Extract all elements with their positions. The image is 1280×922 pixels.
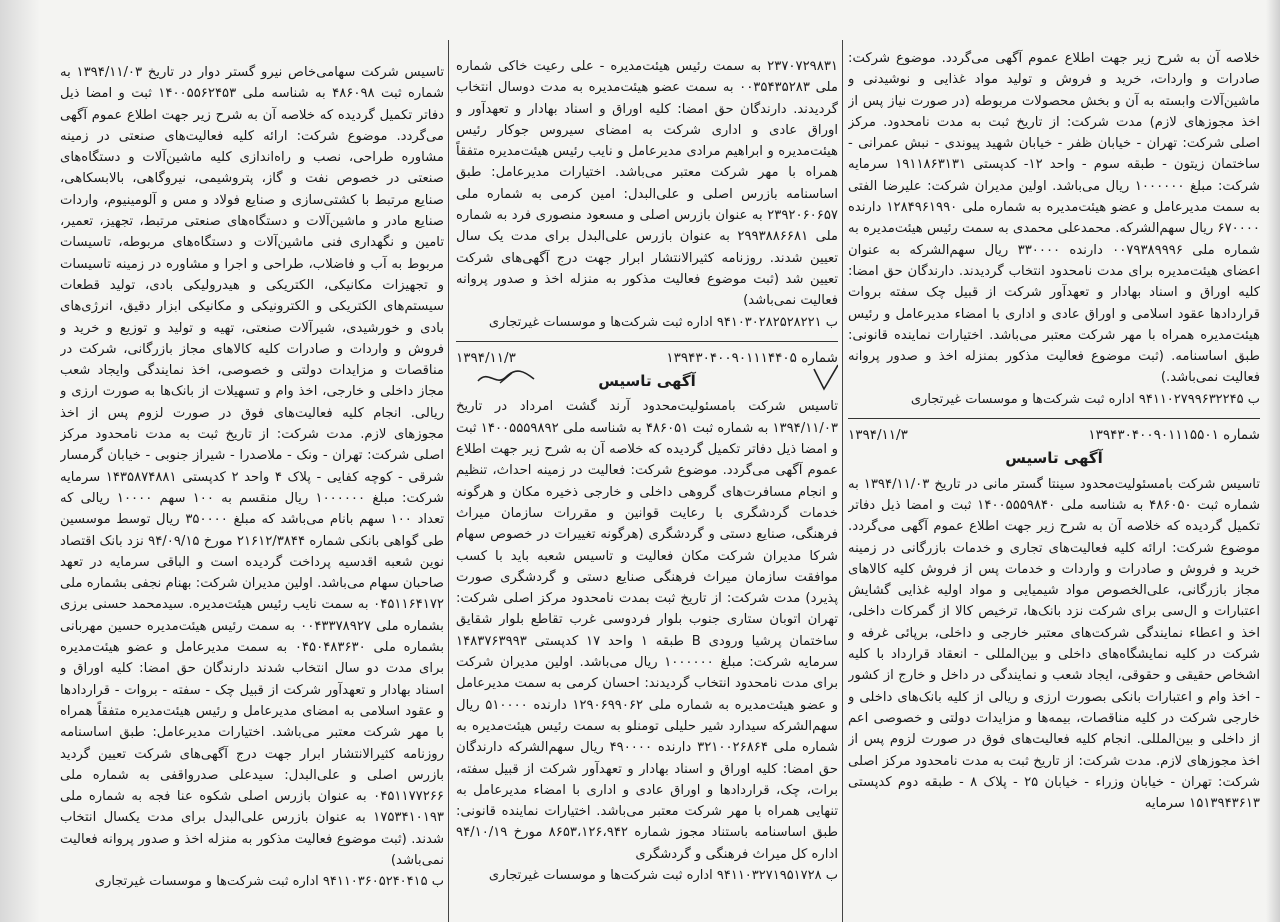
scan-shadow-right bbox=[1266, 0, 1280, 922]
notice-title: آگهی تاسیس bbox=[598, 372, 696, 391]
scan-shadow-left bbox=[0, 0, 40, 922]
notice-separator bbox=[848, 418, 1260, 419]
notice-separator bbox=[456, 341, 838, 342]
column-right bbox=[848, 48, 1260, 922]
notice-header bbox=[848, 425, 1260, 446]
notice-date: ۱۳۹۴/۱۱/۳ bbox=[456, 349, 516, 366]
notice-text: ۲۳۷۰۷۲۹۸۳۱ به سمت رئیس هیئت‌مدیره - علی رعیت خاکی شماره ملی ۰۰۳۵۴۳۵۲۸۳ به سمت عضو هیئت‌مدیره به مدت دوسال انتخاب گردیدند. دارندگان حق امضا: کلیه اوراق و اسناد بهادار و تعهدآور و اوراق عادی و اداری شرکت به امضای سیروس جوکار رئیس هیئت‌مدیره و ابراهیم مرادی مدیرعامل و نایب رئیس هیئت‌مدیره متفقاً همراه با مهر شرکت معتبر می‌باشد. اختیارات مدیرعامل: طبق اساسنامه بازرس اصلی و علی‌البدل: امین کرمی به شماره ملی ۲۳۹۲۰۶۰۶۵۷ به عنوان بازرس اصلی و مسعود منصوری فرد به شماره ملی ۲۹۹۳۸۸۶۶۸۱ به عنوان بازرس علی‌البدل برای مدت یک سال تعیین شدند. روزنامه کثیرالانتشار ابرار جهت درج آگهی‌های شرکت تعیین شد (ثبت موضوع فعالیت مذکور به منزله اخذ و صدور پروانه فعالیت نمی‌باشد) bbox=[456, 59, 838, 309]
notice-number: شماره ۱۳۹۴۳۰۴۰۰۹۰۱۱۱۴۴۰۵ bbox=[666, 349, 838, 366]
notice-footer: ب ۹۴۱۱۰۳۲۷۱۹۵۱۷۲۸ اداره ثبت شرکت‌ها و موسسات غیرتجاری bbox=[488, 867, 838, 883]
notice-text: تاسیس شرکت بامسئولیت‌محدود آرند گشت امرداد در تاریخ ۱۳۹۴/۱۱/۰۳ به شماره ثبت ۴۸۶۰۵۱ به شناسه ملی ۱۴۰۰۵۵۵۹۸۹۲ ثبت و امضا ذیل دفاتر تکمیل گردیده که خلاصه آن به شرح زیر جهت اطلاع عموم آگهی می‌گردد. موضوع شرکت: فعالیت در زمینه احداث، تنظیم و انجام مسافرت‌های گروهی داخلی و خارجی ذخیره مکان و هرگونه خدمات گردشگری با رعایت قوانین و مقررات سازمان میراث فرهنگی، صنایع دستی و گردشگری (هرگونه تغییرات در خصوص سهام شرکا مدیران شرکت مکان فعالیت و تاسیس شعبه باید با کسب موافقت سازمان میراث فرهنگی صنایع دستی و گردشگری صورت پذیرد) مدت شرکت: از تاریخ ثبت بمدت نامحدود مرکز اصلی شرکت: تهران اتوبان ستاری جنوب بلوار فردوسی غرب تقاطع بلوار شقایق ساختمان پرشیا ورودی B طبقه ۱ واحد ۱۷ کدپستی ۱۴۸۳۷۶۳۹۹۳ سرمایه شرکت: مبلغ ۱۰۰۰۰۰۰ ریال می‌باشد. اولین مدیران شرکت برای مدت نامحدود انتخاب گردیدند: احسان کرمی به سمت مدیرعامل و عضو هیئت‌مدیره به شماره ملی ۱۲۹۰۶۹۹۰۶۲ دارنده ۵۱۰۰۰۰ ریال سهم‌الشرکه سیدارد شیر حلیلی تومنلو به سمت رئیس هیئت‌مدیره به شماره ملی ۳۲۱۰۰۲۶۸۶۴ دارنده ۴۹۰۰۰۰ ریال سهم‌الشرکه دارندگان حق امضا: کلیه اوراق و اسناد بهادار و تعهدآور شرکت از قبیل سفته، برات، چک، قراردادها و اوراق عادی و اداری با امضاء مدیرعامل به تنهایی همراه با مهر شرکت معتبر می‌باشد. اختیارات نماینده قانونی: طبق اساسنامه باستناد مجوز شماره ۸۶۵۳،۱۲۶،۹۴۲ مورخ ۹۴/۱۰/۱۹ اداره کل میراث فرهنگی و گردشگری bbox=[456, 399, 838, 862]
notice-footer: ب ۹۴۱۱۰۳۶۰۵۲۴۰۴۱۵ اداره ثبت شرکت‌ها و موسسات غیرتجاری bbox=[94, 874, 444, 890]
notice-text: تاسیس شرکت بامسئولیت‌محدود سینتا گستر مانی در تاریخ ۱۳۹۴/۱۱/۰۳ به شماره ثبت ۴۸۶۰۵۰ به شناسه ملی ۱۴۰۰۵۵۵۹۸۴۰ ثبت و امضا ذیل دفاتر تکمیل گردیده که خلاصه آن به شرح زیر جهت اطلاع عموم آگهی می‌گردد. موضوع شرکت: ارائه کلیه فعالیت‌های تجاری و خدمات بازرگانی در زمینه خرید و فروش و صادرات و واردات و خدمات پس از فروش کلیه کالاهای مجاز بازرگانی، علی‌الخصوص مواد شیمیایی و مواد اولیه غذایی گشایش اعتبارات و ال‌سی برای شرکت نزد بانک‌ها، ترخیص کالا از گمرکات داخلی، اخذ و اعطاء نمایندگی شرکت‌های معتبر خارجی و داخلی، برپائی غرفه و شرکت در کلیه نمایشگاه‌های داخلی و بین‌المللی - انعقاد قرارداد با کلیه اشخاص حقیقی و حقوقی، ایجاد شعب و نمایندگی در داخل و خارج از کشور - اخذ وام و اعتبارات بانکی بصورت ارزی و ریالی از کلیه بانک‌های داخلی و خارجی شرکت در کلیه مناقصات، بیمه‌ها و مزایدات دولتی و خصوصی اعم از داخلی و بین‌المللی. انجام کلیه فعالیت‌های فوق در صورت لزوم پس از اخذ مجوزهای لازم. مدت شرکت: از تاریخ ثبت به مدت نامحدود مرکز اصلی شرکت: تهران - خیابان وزراء - خیابان ۲۵ - پلاک ۸ - طبقه دوم کدپستی ۱۵۱۳۹۴۳۶۱۳ سرمایه bbox=[848, 476, 1260, 812]
notice-date: ۱۳۹۴/۱۱/۳ bbox=[848, 427, 908, 444]
notice-number: شماره ۱۳۹۴۳۰۴۰۰۹۰۱۱۱۵۵۰۱ bbox=[1088, 427, 1260, 444]
handwritten-signature-icon bbox=[476, 365, 536, 391]
notice-footer: ب ۹۴۱۱۰۲۷۹۹۶۳۲۲۴۵ اداره ثبت شرکت‌ها و موسسات غیرتجاری bbox=[910, 391, 1260, 407]
notice-title: آگهی تاسیس bbox=[1005, 449, 1103, 468]
column-divider bbox=[448, 40, 449, 922]
column-divider bbox=[842, 40, 843, 922]
notice-text: تاسیس شرکت سهامی‌خاص نیرو گستر دوار در تاریخ ۱۳۹۴/۱۱/۰۳ به شماره ثبت ۴۸۶۰۹۸ به شناسه ملی ۱۴۰۰۵۵۶۲۴۵۳ ثبت و امضا ذیل دفاتر تکمیل گردیده که خلاصه آن به شرح زیر جهت اطلاع عموم آگهی می‌گردد. موضوع شرکت: ارائه کلیه فعالیت‌های صنعتی در زمینه مشاوره طراحی، نصب و راه‌اندازی کلیه ماشین‌آلات و دستگاه‌های صنعتی در خصوص نفت و گاز، پتروشیمی، نیروگاهی، بالابسکاهی، صنایع مرتبط با کشتی‌سازی و صنایع فولاد و مس و آلومینیوم، واردات صنایع مادر و ماشین‌آلات و دستگاه‌های صنعتی مرتبط، تجهیز، تعمیر، تامین و نگهداری فنی ماشین‌آلات و دستگاه‌های مربوطه، تاسیسات مربوط به آب و فاضلاب، طراحی و اجرا و مشاوره در زمینه تاسیسات و تجهیزات مکانیکی، الکتریکی و هیدرولیکی بادی، تولید قطعات سیستم‌های الکتریکی و الکترونیکی و مکانیکی ابزار دقیق، انرژی‌های بادی و خورشیدی، شیرآلات صنعتی، تهیه و تولید و توزیع و خرید و فروش و واردات و صادرات کلیه کالاهای مجاز بازرگانی، شرکت در مناقصات و مزایدات دولتی و خصوصی، اخذ نمایندگی وایجاد شعب مجاز داخلی و خارجی، اخذ وام و تسهیلات از بانک‌ها به صورت ارزی و ریالی. انجام کلیه فعالیت‌های فوق در صورت لزوم پس از اخذ مجوزهای لازم. مدت شرکت: از تاریخ ثبت به مدت نامحدود مرکز اصلی شرکت: تهران - ونک - ملاصدرا - شیراز جنوبی - خیابان گرمسار شرقی - کوچه کفایی - پلاک ۴ واحد ۲ کدپستی ۱۴۳۵۸۷۴۸۸۱ سرمایه شرکت: مبلغ ۱۰۰۰۰۰۰ ریال منقسم به ۱۰۰ سهم ۱۰۰۰۰ ریالی که تعداد ۱۰۰ سهم بانام می‌باشد که مبلغ ۳۵۰۰۰۰ ریال توسط موسسین طی گواهی بانکی شماره ۲۱۶۱۲/۳۸۴۴ مورخ ۹۴/۰۹/۱۵ نزد بانک اقتصاد نوین شعبه اقدسیه پرداخت گردیده است و الباقی سرمایه در تعهد صاحبان سهام می‌باشد. اولین مدیران شرکت: بهنام نجفی بشماره ملی ۰۴۵۱۱۶۴۱۷۲ به سمت نایب رئیس هیئت‌مدیره. سیدمحمد حسنی برزی بشماره ملی ۰۰۴۳۳۷۸۹۲۷ به سمت رئیس هیئت‌مدیره حسین مهربانی بشماره ملی ۰۴۵۰۴۸۳۶۳۰ به سمت مدیرعامل و عضو هیئت‌مدیره برای مدت دو سال انتخاب شدند دارندگان حق امضا: کلیه اوراق و اسناد بهادار و تعهدآور شرکت از قبیل چک - سفته - بروات - قراردادها و عقود اسلامی به امضای مدیرعامل و رئیس هیئت‌مدیره متفقاً همراه با مهر شرکت معتبر می‌باشد. اختیارات مدیرعامل: طبق اساسنامه روزنامه کثیرالانتشار ابرار جهت درج آگهی‌های شرکت تعیین گردید بازرس اصلی و علی‌البدل: سیدعلی صدرواقفی به شماره ملی ۰۴۵۱۱۷۷۲۶۶ به عنوان بازرس اصلی شکوه عنا فجه به شماره ملی ۱۷۵۳۴۱۰۱۹۳ به عنوان بازرس علی‌البدل برای مدت یکسال انتخاب شدند. (ثبت موضوع فعالیت مذکور به منزله اخذ و صدور پروانه فعالیت نمی‌باشد) bbox=[60, 65, 444, 868]
notice-footer: ب ۹۴۱۰۳۰۲۸۲۵۲۸۲۲۱ اداره ثبت شرکت‌ها و موسسات غیرتجاری bbox=[488, 314, 838, 330]
column-middle bbox=[456, 56, 838, 922]
notice-text: خلاصه آن به شرح زیر جهت اطلاع عموم آگهی می‌گردد. موضوع شرکت: صادرات و واردات، خرید و فروش و تولید مواد غذایی و نوشیدنی و ماشین‌آلات وابسته به آن و بخش محصولات مربوطه (در صورت نیاز پس از اخذ مجوزهای لازم) مدت شرکت: از تاریخ ثبت به مدت نامحدود. مرکز اصلی شرکت: تهران - خیابان ظفر - خیابان شهید پیوندی - نبش عمرانی - ساختمان زیتون - طبقه سوم - واحد ۱۲- کدپستی ۱۹۱۱۸۶۳۱۳۱ سرمایه شرکت: مبلغ ۱۰۰۰۰۰۰ ریال می‌باشد. اولین مدیران شرکت: علیرضا الفتی به سمت مدیرعامل و عضو هیئت‌مدیره به شماره ملی ۱۲۸۴۹۶۱۹۹۰ دارنده ۶۷۰۰۰۰ ریال سهم‌الشرکه. محمدعلی محمدی به سمت رئیس هیئت‌مدیره به شماره ملی ۰۰۷۹۳۸۹۹۹۶ دارنده ۳۳۰۰۰۰ ریال سهم‌الشرکه به عنوان اعضای هیئت‌مدیره برای مدت نامحدود انتخاب گردیدند. دارندگان حق امضا: کلیه اوراق و اسناد بهادار و تعهدآور شرکت از قبیل چک سفته بروات قراردادها عقود اسلامی و اوراق عادی و اداری با امضاء مدیرعامل و رئیس هیئت‌مدیره همراه با مهر شرکت معتبر می‌باشد. اختیارات نماینده قانونی: طبق اساسنامه. (ثبت موضوع فعالیت مذکور بمنزله اخذ و صدور پروانه فعالیت نمی‌باشد.) bbox=[848, 51, 1260, 386]
column-left bbox=[60, 62, 444, 922]
checkmark-icon bbox=[810, 363, 838, 393]
